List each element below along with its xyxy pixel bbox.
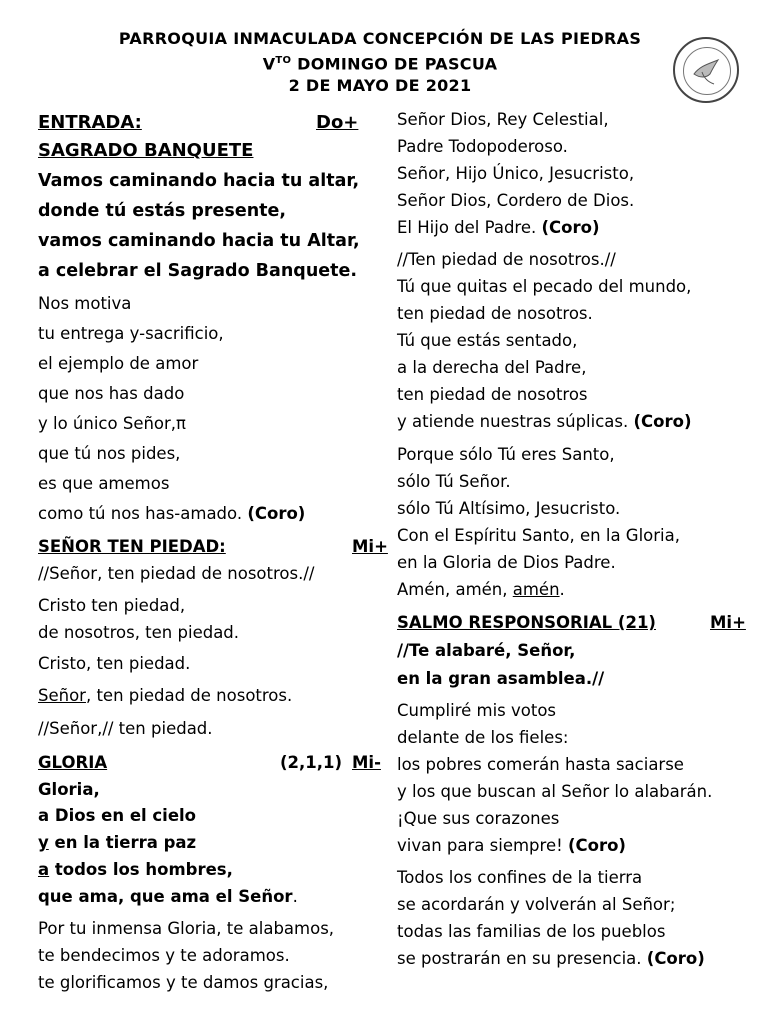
verse-line: que nos has dado (38, 384, 185, 403)
gloria-cont-line: Señor Dios, Cordero de Dios. (397, 191, 635, 210)
chorus-line: a celebrar el Sagrado Banquete. (38, 261, 358, 281)
gloria-key: Mi- (352, 753, 381, 772)
verse-line: como tú nos has-amado. (Coro) (38, 504, 306, 523)
santo-line: sólo Tú Altísimo, Jesucristo. (397, 499, 621, 518)
senor-line: //Señor, ten piedad de nosotros.// (38, 564, 315, 583)
senor-line: Señor, ten piedad de nosotros. (38, 686, 293, 705)
parish-name: PARROQUIA INMACULADA CONCEPCIÓN DE LAS PIEDRAS (118, 29, 642, 48)
gloria-number: (2,1,1) (280, 753, 343, 772)
dove-icon (684, 48, 730, 94)
piedad-line: ten piedad de nosotros. (397, 304, 593, 323)
salmo-verse-line: vivan para siempre! (Coro) (397, 836, 626, 855)
salmo-verse-line: Cumpliré mis votos (397, 701, 557, 720)
santo-line: Porque sólo Tú eres Santo, (397, 445, 615, 464)
dove-emblem (683, 47, 731, 95)
gloria-line: que ama, que ama el Señor. (38, 887, 298, 906)
amen-line: Amén, amén, amén. (397, 580, 565, 599)
sunday-title: $V^{TO}$ DOMINGO DE PASCUA (262, 54, 498, 74)
senor-line: Cristo ten piedad, (38, 596, 186, 615)
salmo-key: Mi+ (710, 613, 746, 632)
piedad-line: a la derecha del Padre, (397, 358, 587, 377)
gloria-verse-line: te glorificamos y te damos gracias, (38, 973, 329, 992)
verse-line: y lo único Señor,π (38, 414, 186, 433)
gloria-line: a todos los hombres, (38, 860, 233, 879)
document-header (0, 28, 768, 97)
salmo-verse-line: Todos los confines de la tierra (397, 868, 643, 887)
gloria-line: a Dios en el cielo (38, 806, 197, 825)
gloria-cont-line: Señor Dios, Rey Celestial, (397, 110, 609, 129)
salmo-verse-line: delante de los fieles: (397, 728, 569, 747)
gloria-line: Gloria, (38, 780, 100, 799)
salmo-heading: SALMO RESPONSORIAL (21) (397, 613, 656, 632)
salmo-response: en la gran asamblea.// (397, 669, 605, 688)
entrada-key: Do+ (316, 112, 359, 133)
santo-line: sólo Tú Señor. (397, 472, 511, 491)
piedad-line: y atiende nuestras súplicas. (Coro) (397, 412, 692, 431)
gloria-verse-line: te bendecimos y te adoramos. (38, 946, 290, 965)
chorus-line: donde tú estás presente, (38, 201, 287, 221)
piedad-line: Tú que quitas el pecado del mundo, (397, 277, 692, 296)
piedad-line: Tú que estás sentado, (397, 331, 578, 350)
senor-line: de nosotros, ten piedad. (38, 623, 240, 642)
entrada-song-title: SAGRADO BANQUETE (38, 140, 254, 161)
gloria-line: y en la tierra paz (38, 833, 197, 852)
senor-line: Cristo, ten piedad. (38, 654, 191, 673)
gloria-cont-line: Padre Todopoderoso. (397, 137, 568, 156)
gloria-heading: GLORIA (38, 753, 108, 772)
gloria-cont-line: Señor, Hijo Único, Jesucristo, (397, 164, 635, 183)
piedad-line: //Ten piedad de nosotros.// (397, 250, 616, 269)
salmo-verse-line: ¡Que sus corazones (397, 809, 560, 828)
senor-line: //Señor,// ten piedad. (38, 719, 213, 738)
coro-marker: (Coro) (247, 504, 306, 523)
senor-key: Mi+ (352, 537, 388, 556)
salmo-verse-line: se postrarán en su presencia. (Coro) (397, 949, 705, 968)
date: 2 DE MAYO DE 2021 (288, 76, 472, 96)
santo-line: Con el Espíritu Santo, en la Gloria, (397, 526, 680, 545)
salmo-verse-line: todas las familias de los pueblos (397, 922, 666, 941)
piedad-line: ten piedad de nosotros (397, 385, 588, 404)
salmo-verse-line: y los que buscan al Señor lo alabarán. (397, 782, 713, 801)
parish-seal-logo (673, 37, 739, 103)
coro-marker: (Coro) (633, 412, 692, 431)
verse-line: tu entrega y-sacrificio, (38, 324, 224, 343)
coro-marker: (Coro) (646, 949, 705, 968)
salmo-verse-line: se acordarán y volverán al Señor; (397, 895, 676, 914)
chorus-line: vamos caminando hacia tu Altar, (38, 231, 360, 251)
salmo-response: //Te alabaré, Señor, (397, 641, 576, 660)
santo-line: en la Gloria de Dios Padre. (397, 553, 616, 572)
coro-marker: (Coro) (567, 836, 626, 855)
gloria-cont-line: El Hijo del Padre. (Coro) (397, 218, 600, 237)
coro-marker: (Coro) (541, 218, 600, 237)
verse-line: que tú nos pides, (38, 444, 181, 463)
chorus-line: Vamos caminando hacia tu altar, (38, 171, 360, 191)
verse-line: Nos motiva (38, 294, 132, 313)
salmo-verse-line: los pobres comerán hasta saciarse (397, 755, 684, 774)
senor-heading: SEÑOR TEN PIEDAD: (38, 537, 226, 556)
entrada-heading: ENTRADA: (38, 112, 142, 133)
verse-line: es que amemos (38, 474, 170, 493)
gloria-verse-line: Por tu inmensa Gloria, te alabamos, (38, 919, 335, 938)
verse-line: el ejemplo de amor (38, 354, 199, 373)
